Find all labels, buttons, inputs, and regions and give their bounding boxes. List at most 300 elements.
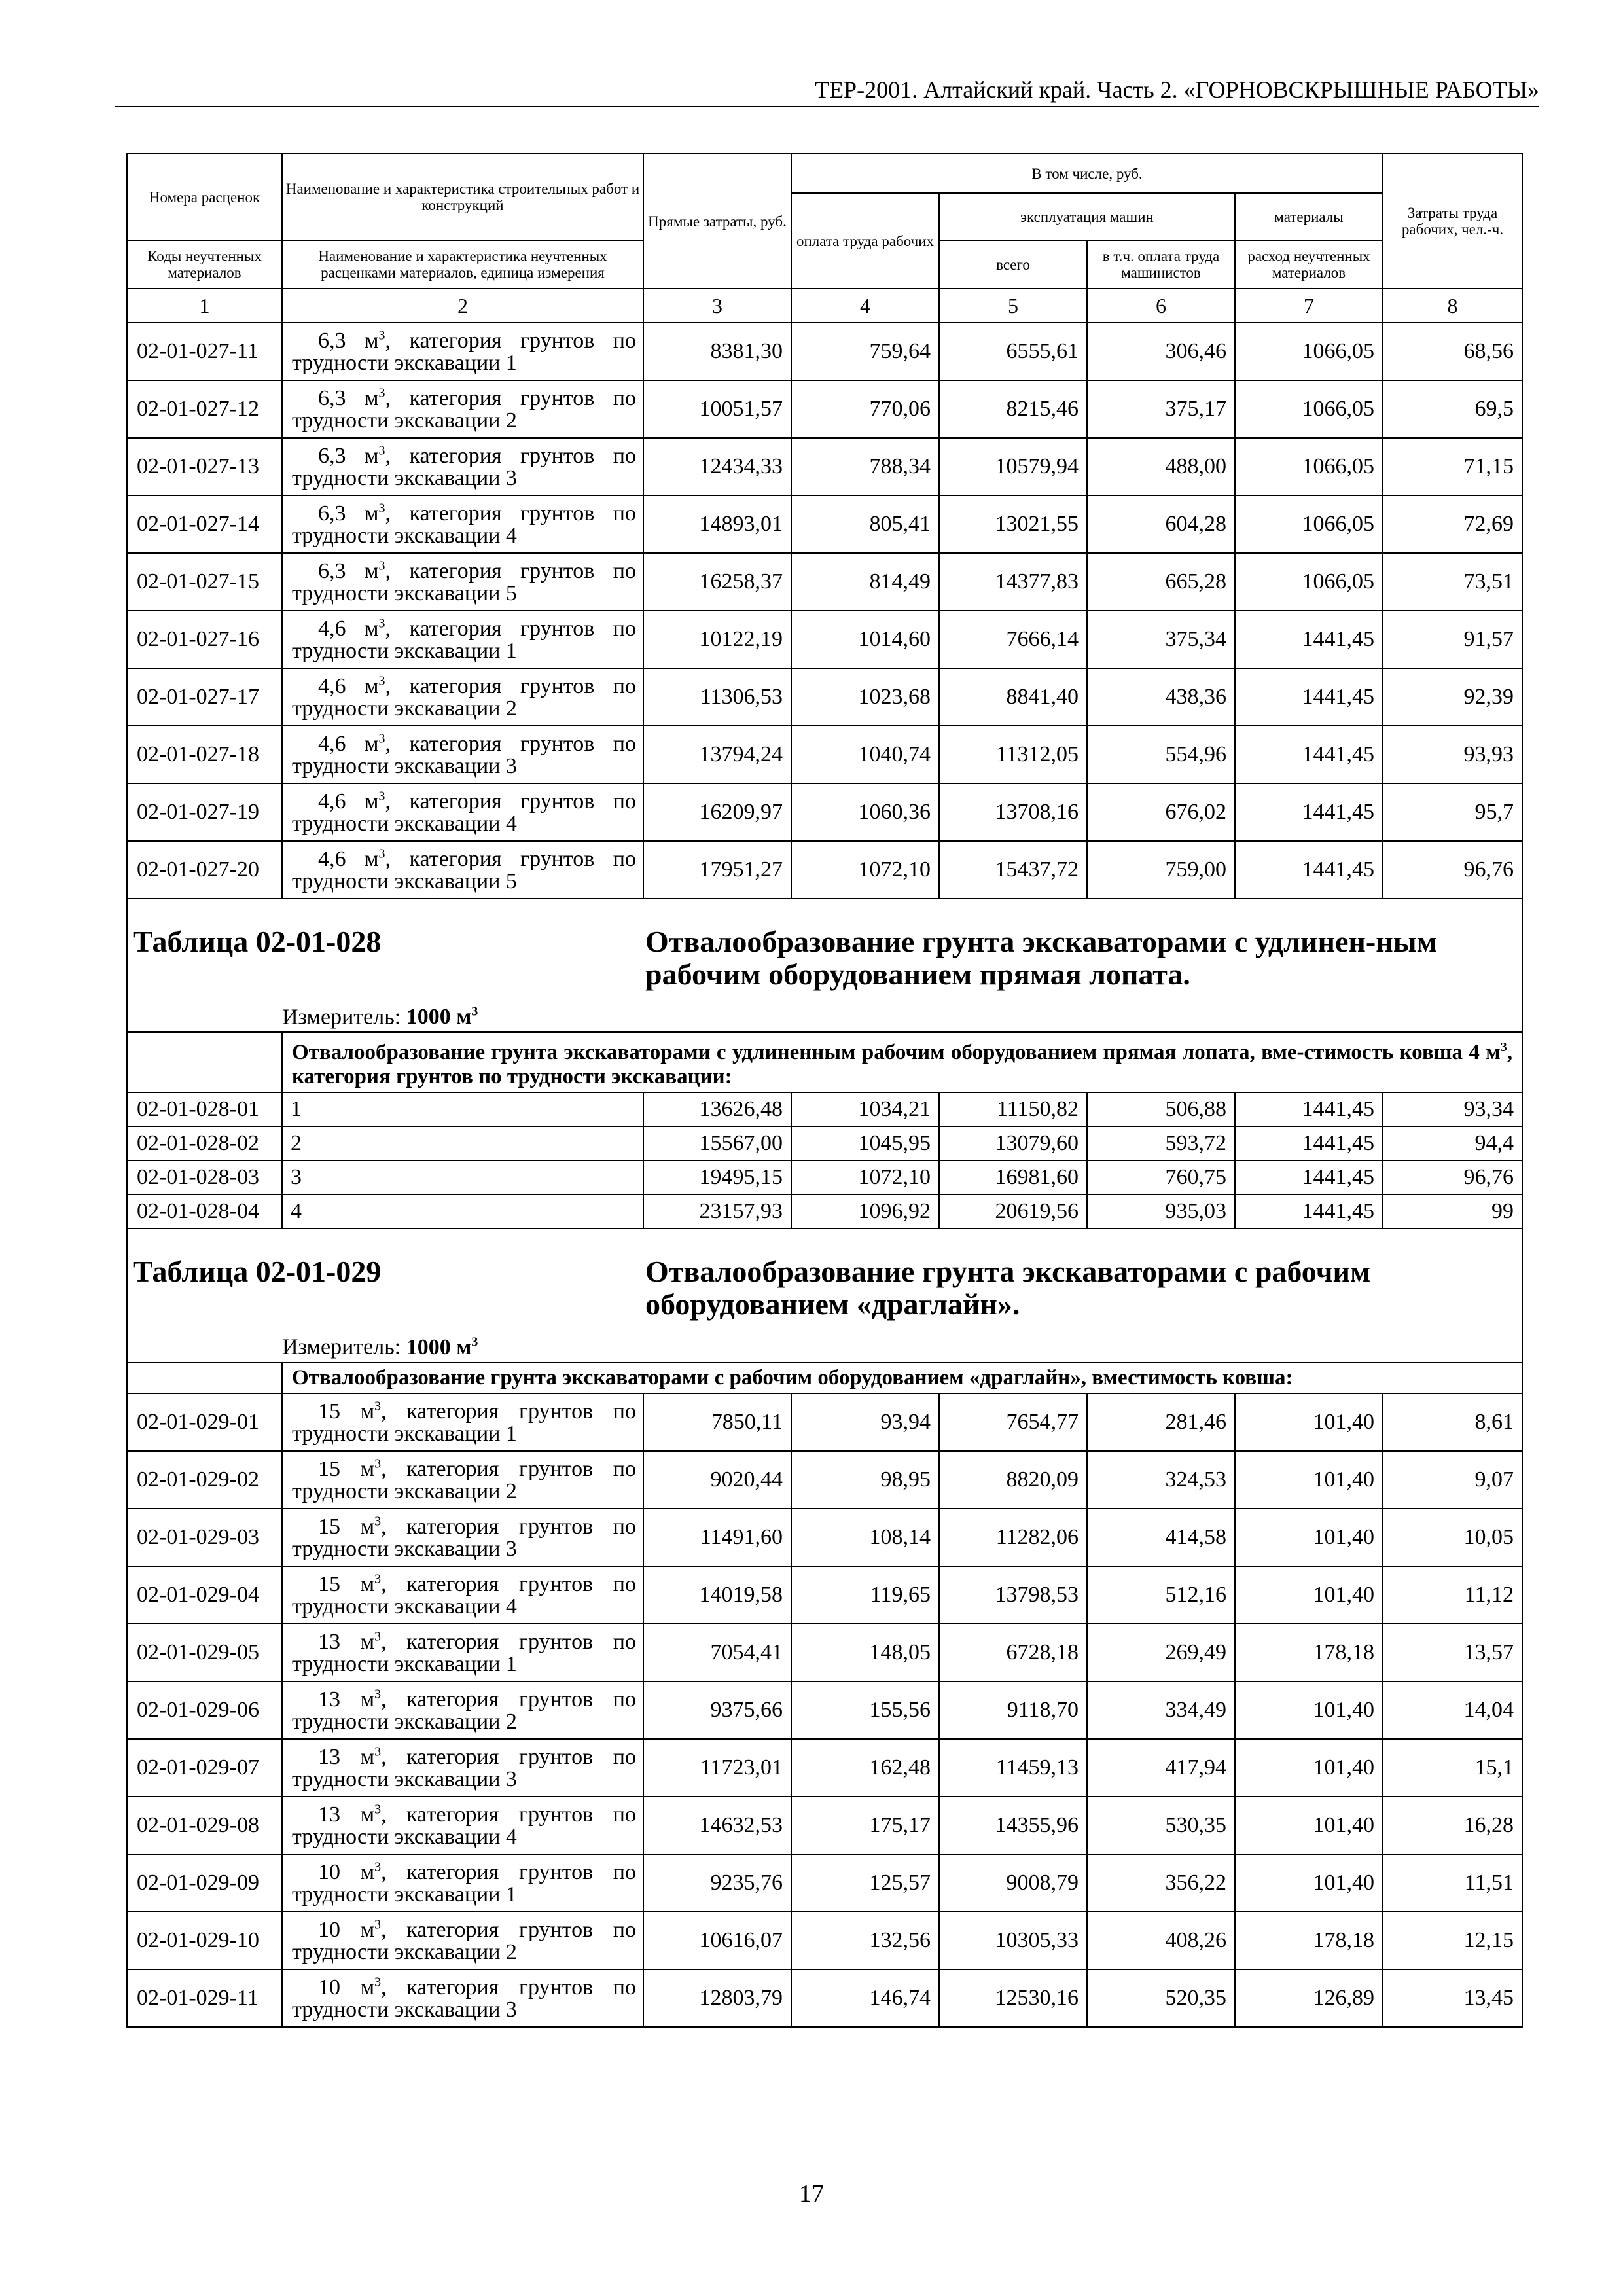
row-name xyxy=(282,783,643,841)
name-line-1: 6,3 $м^3$, категория грунтов по xyxy=(318,501,637,526)
row-code: 02-01-029-05 xyxy=(127,1624,282,1681)
superscript: 3 xyxy=(1500,1040,1507,1055)
table-number: Таблица 02-01-028 xyxy=(133,925,382,958)
cell-total: 8820,09 xyxy=(939,1451,1087,1509)
col-number: 8 xyxy=(1383,289,1522,323)
table-caption: Отвалообразование грунта экскаваторами с удлинен-ным рабочим оборудованием прямая лопата. xyxy=(645,925,1437,991)
name-line-1: 15 $м^3$, категория грунтов по xyxy=(318,1399,637,1424)
name-line-1: 10 $м^3$, категория грунтов по xyxy=(318,1975,637,2000)
cell-operators: 488,00 xyxy=(1087,438,1235,495)
cell-hours: 14,04 xyxy=(1383,1681,1522,1739)
page-number: 17 xyxy=(799,2180,824,2208)
cell-operators: 759,00 xyxy=(1087,841,1235,899)
cell-total: 11150,82 xyxy=(939,1092,1087,1126)
cell-direct: 14632,53 xyxy=(643,1797,791,1854)
row-code: 02-01-028-04 xyxy=(127,1194,282,1229)
cell-mat: 1441,45 xyxy=(1235,1126,1383,1160)
row-name xyxy=(282,611,643,668)
cell-operators: 375,34 xyxy=(1087,611,1235,668)
cell-direct: 13794,24 xyxy=(643,726,791,783)
cell-mat: 101,40 xyxy=(1235,1739,1383,1797)
cell-direct: 17951,27 xyxy=(643,841,791,899)
cell-direct: 10616,07 xyxy=(643,1912,791,1969)
cell-mat: 1066,05 xyxy=(1235,323,1383,380)
col-codes: Коды неучтенных материалов xyxy=(127,240,282,289)
cell-labor: 108,14 xyxy=(791,1509,939,1566)
cell-hours: 9,07 xyxy=(1383,1451,1522,1509)
superscript: 3 xyxy=(378,789,385,804)
superscript: 3 xyxy=(471,1005,478,1019)
col-number: 5 xyxy=(939,289,1087,323)
table-row xyxy=(127,380,1522,438)
cell-operators: 506,88 xyxy=(1087,1092,1235,1126)
subheading-row xyxy=(127,1032,1522,1092)
name-line-2: трудности экскавации 1 xyxy=(292,1651,517,1676)
row-code: 02-01-028-01 xyxy=(127,1092,282,1126)
superscript: 3 xyxy=(378,673,385,689)
cell-mat: 101,40 xyxy=(1235,1566,1383,1624)
row-name xyxy=(282,1681,643,1739)
cell-total: 16981,60 xyxy=(939,1160,1087,1194)
cell-total: 13798,53 xyxy=(939,1566,1087,1624)
cell-mat: 178,18 xyxy=(1235,1624,1383,1681)
superscript: 3 xyxy=(374,1744,382,1759)
col-labor-cost: Затраты труда рабочих, чел.-ч. xyxy=(1383,154,1522,289)
row-code: 02-01-028-02 xyxy=(127,1126,282,1160)
cell-hours: 73,51 xyxy=(1383,553,1522,611)
table-row xyxy=(127,1566,1522,1624)
name-line-1: 4,6 $м^3$, категория грунтов по xyxy=(318,846,637,871)
name-line-2: трудности экскавации 4 xyxy=(292,524,517,548)
cell-operators: 269,49 xyxy=(1087,1624,1235,1681)
cell-labor: 1040,74 xyxy=(791,726,939,783)
row-name: 2 xyxy=(282,1126,643,1160)
table-row xyxy=(127,1451,1522,1509)
name-line-1: 4,6 $м^3$, категория грунтов по xyxy=(318,731,637,756)
superscript: 3 xyxy=(378,501,385,516)
col-number: 4 xyxy=(791,289,939,323)
table-row xyxy=(127,438,1522,495)
cell-hours: 68,56 xyxy=(1383,323,1522,380)
superscript: 3 xyxy=(378,443,385,458)
superscript: 3 xyxy=(374,1859,382,1874)
table-caption: Отвалообразование грунта экскаваторами с рабочим оборудованием «драглайн». xyxy=(645,1255,1371,1321)
table-row xyxy=(127,1393,1522,1451)
cell-mat: 1066,05 xyxy=(1235,380,1383,438)
cell-hours: 96,76 xyxy=(1383,1160,1522,1194)
table-row xyxy=(127,553,1522,611)
cell-operators: 760,75 xyxy=(1087,1160,1235,1194)
name-line-1: 4,6 $м^3$, категория грунтов по xyxy=(318,673,637,698)
superscript: 3 xyxy=(374,1571,382,1587)
cell-mat: 1441,45 xyxy=(1235,668,1383,726)
col-rate-no: Номера расценок xyxy=(127,154,282,240)
cell-total: 14355,96 xyxy=(939,1797,1087,1854)
cell-direct: 16258,37 xyxy=(643,553,791,611)
row-code: 02-01-027-18 xyxy=(127,726,282,783)
cell-total: 10579,94 xyxy=(939,438,1087,495)
cell-hours: 72,69 xyxy=(1383,495,1522,553)
cell-hours: 8,61 xyxy=(1383,1393,1522,1451)
cell-total: 20619,56 xyxy=(939,1194,1087,1229)
cell-direct: 11723,01 xyxy=(643,1739,791,1797)
cell-mat: 1441,45 xyxy=(1235,783,1383,841)
name-line-2: трудности экскавации 4 xyxy=(292,812,517,836)
superscript: 3 xyxy=(374,1687,382,1702)
cell-total: 8215,46 xyxy=(939,380,1087,438)
cell-labor: 1023,68 xyxy=(791,668,939,726)
row-code: 02-01-029-11 xyxy=(127,1969,282,2027)
name-line-2: трудности экскавации 3 xyxy=(292,1997,517,2022)
row-code: 02-01-029-07 xyxy=(127,1739,282,1797)
cell-total: 10305,33 xyxy=(939,1912,1087,1969)
cell-mat: 1066,05 xyxy=(1235,553,1383,611)
row-name xyxy=(282,1797,643,1854)
cell-direct: 11306,53 xyxy=(643,668,791,726)
cell-mat: 1441,45 xyxy=(1235,611,1383,668)
cell-mat: 1441,45 xyxy=(1235,1160,1383,1194)
subheading: Отвалообразование грунта экскаваторами с рабочим оборудованием «драглайн», вместимость ковша: xyxy=(282,1363,1522,1393)
cell-total: 12530,16 xyxy=(939,1969,1087,2027)
name-line-1: 15 $м^3$, категория грунтов по xyxy=(318,1456,637,1481)
cell-operators: 414,58 xyxy=(1087,1509,1235,1566)
cell-labor: 162,48 xyxy=(791,1739,939,1797)
name-line-2: трудности экскавации 1 xyxy=(292,351,517,375)
cell-operators: 334,49 xyxy=(1087,1681,1235,1739)
cell-labor: 1045,95 xyxy=(791,1126,939,1160)
table-row xyxy=(127,1092,1522,1126)
row-name xyxy=(282,438,643,495)
table-row xyxy=(127,1854,1522,1912)
cell-labor: 119,65 xyxy=(791,1566,939,1624)
name-line-1: 10 $м^3$, категория грунтов по xyxy=(318,1917,637,1942)
superscript: 3 xyxy=(374,1802,382,1817)
cell-hours: 96,76 xyxy=(1383,841,1522,899)
table-row xyxy=(127,668,1522,726)
cell-direct: 13626,48 xyxy=(643,1092,791,1126)
cell-mat: 178,18 xyxy=(1235,1912,1383,1969)
cell-total: 15437,72 xyxy=(939,841,1087,899)
measure-value: 1000 $м^3$ xyxy=(406,1335,478,1359)
row-code: 02-01-027-16 xyxy=(127,611,282,668)
row-name xyxy=(282,668,643,726)
cell-operators: 512,16 xyxy=(1087,1566,1235,1624)
name-line-1: 13 $м^3$, категория грунтов по xyxy=(318,1687,637,1712)
cell-direct: 11491,60 xyxy=(643,1509,791,1566)
row-name xyxy=(282,553,643,611)
row-code: 02-01-027-20 xyxy=(127,841,282,899)
name-line-2: трудности экскавации 3 xyxy=(292,466,517,490)
cell-operators: 554,96 xyxy=(1087,726,1235,783)
cell-mat: 101,40 xyxy=(1235,1797,1383,1854)
row-name xyxy=(282,495,643,553)
row-name xyxy=(282,1393,643,1451)
name-line-2: трудности экскавации 2 xyxy=(292,1479,517,1503)
table-row xyxy=(127,841,1522,899)
col-direct: Прямые затраты, руб. xyxy=(643,154,791,289)
cell-total: 6728,18 xyxy=(939,1624,1087,1681)
cell-labor: 1060,36 xyxy=(791,783,939,841)
name-line-1: 6,3 $м^3$, категория грунтов по xyxy=(318,558,637,583)
col-number: 6 xyxy=(1087,289,1235,323)
table-row xyxy=(127,1912,1522,1969)
row-code: 02-01-029-03 xyxy=(127,1509,282,1566)
row-name xyxy=(282,726,643,783)
cell-operators: 417,94 xyxy=(1087,1739,1235,1797)
cell-hours: 93,93 xyxy=(1383,726,1522,783)
col-total: всего xyxy=(939,240,1087,289)
row-name xyxy=(282,1969,643,2027)
row-code: 02-01-029-06 xyxy=(127,1681,282,1739)
cell-hours: 11,12 xyxy=(1383,1566,1522,1624)
cell-labor: 146,74 xyxy=(791,1969,939,2027)
cell-mat: 101,40 xyxy=(1235,1393,1383,1451)
cell-labor: 93,94 xyxy=(791,1393,939,1451)
table-row xyxy=(127,611,1522,668)
running-header: ТЕР-2001. Алтайский край. Часть 2. «ГОРНОВСКРЫШНЫЕ РАБОТЫ» xyxy=(115,73,1539,107)
row-code: 02-01-027-12 xyxy=(127,380,282,438)
cell-hours: 93,34 xyxy=(1383,1092,1522,1126)
superscript: 3 xyxy=(374,1456,382,1471)
cell-operators: 375,17 xyxy=(1087,380,1235,438)
superscript: 3 xyxy=(374,1917,382,1932)
name-line-1: 13 $м^3$, категория грунтов по xyxy=(318,1629,637,1654)
col-materials: материалы xyxy=(1235,193,1383,240)
cell-direct: 9235,76 xyxy=(643,1854,791,1912)
cell-hours: 99 xyxy=(1383,1194,1522,1229)
table-row xyxy=(127,1739,1522,1797)
col-name2: Наименование и характеристика неучтенных расценками материалов, единица измерения xyxy=(282,240,643,289)
cell-operators: 665,28 xyxy=(1087,553,1235,611)
cell-operators: 593,72 xyxy=(1087,1126,1235,1160)
col-number: 7 xyxy=(1235,289,1383,323)
cell-hours: 10,05 xyxy=(1383,1509,1522,1566)
cell-mat: 1441,45 xyxy=(1235,1092,1383,1126)
row-name xyxy=(282,1624,643,1681)
cell-direct: 8381,30 xyxy=(643,323,791,380)
cell-labor: 175,17 xyxy=(791,1797,939,1854)
name-line-1: 4,6 $м^3$, категория грунтов по xyxy=(318,789,637,814)
cell-operators: 604,28 xyxy=(1087,495,1235,553)
name-line-1: 6,3 $м^3$, категория грунтов по xyxy=(318,443,637,468)
cell-labor: 125,57 xyxy=(791,1854,939,1912)
cell-operators: 356,22 xyxy=(1087,1854,1235,1912)
row-name xyxy=(282,1451,643,1509)
cell-direct: 7850,11 xyxy=(643,1393,791,1451)
cell-total: 9118,70 xyxy=(939,1681,1087,1739)
cell-hours: 13,45 xyxy=(1383,1969,1522,2027)
row-code: 02-01-029-08 xyxy=(127,1797,282,1854)
table-title xyxy=(128,899,1522,991)
cell-mat: 101,40 xyxy=(1235,1854,1383,1912)
cell-hours: 16,28 xyxy=(1383,1797,1522,1854)
cell-total: 11282,06 xyxy=(939,1509,1087,1566)
table-row xyxy=(127,1681,1522,1739)
cell-hours: 13,57 xyxy=(1383,1624,1522,1681)
col-number: 1 xyxy=(127,289,282,323)
row-name xyxy=(282,1854,643,1912)
cell-direct: 14019,58 xyxy=(643,1566,791,1624)
cell-direct: 10051,57 xyxy=(643,380,791,438)
cell-total: 6555,61 xyxy=(939,323,1087,380)
cell-mat: 1441,45 xyxy=(1235,726,1383,783)
row-name: 4 xyxy=(282,1194,643,1229)
cell-labor: 1072,10 xyxy=(791,1160,939,1194)
cell-labor: 770,06 xyxy=(791,380,939,438)
name-line-2: трудности экскавации 1 xyxy=(292,1882,517,1907)
name-line-2: трудности экскавации 3 xyxy=(292,1767,517,1791)
row-name: 3 xyxy=(282,1160,643,1194)
superscript: 3 xyxy=(374,1629,382,1644)
row-code: 02-01-028-03 xyxy=(127,1160,282,1194)
row-code: 02-01-029-01 xyxy=(127,1393,282,1451)
row-name xyxy=(282,841,643,899)
cell-total: 8841,40 xyxy=(939,668,1087,726)
cell-mat: 1441,45 xyxy=(1235,841,1383,899)
cell-labor: 1034,21 xyxy=(791,1092,939,1126)
name-line-1: 6,3 $м^3$, категория грунтов по xyxy=(318,386,637,410)
name-line-1: 4,6 $м^3$, категория грунтов по xyxy=(318,616,637,641)
superscript: 3 xyxy=(378,616,385,631)
table-number: Таблица 02-01-029 xyxy=(133,1255,382,1289)
cell-operators: 408,26 xyxy=(1087,1912,1235,1969)
col-machines: эксплуатация машин xyxy=(939,193,1235,240)
row-name: 1 xyxy=(282,1092,643,1126)
cell-direct: 19495,15 xyxy=(643,1160,791,1194)
superscript: 3 xyxy=(378,846,385,861)
table-row xyxy=(127,726,1522,783)
cell-total: 13021,55 xyxy=(939,495,1087,553)
table-row xyxy=(127,1969,1522,2027)
cell-mat: 1066,05 xyxy=(1235,438,1383,495)
name-line-2: трудности экскавации 2 xyxy=(292,1939,517,1964)
cell-hours: 71,15 xyxy=(1383,438,1522,495)
name-line-2: трудности экскавации 1 xyxy=(292,639,517,663)
superscript: 3 xyxy=(378,731,385,746)
name-line-2: трудности экскавации 5 xyxy=(292,581,517,605)
subheading-row xyxy=(127,1363,1522,1393)
table-row xyxy=(127,1624,1522,1681)
cell-total: 14377,83 xyxy=(939,553,1087,611)
row-name xyxy=(282,380,643,438)
cell-total: 13079,60 xyxy=(939,1126,1087,1160)
table-row xyxy=(127,783,1522,841)
row-code: 02-01-027-19 xyxy=(127,783,282,841)
superscript: 3 xyxy=(374,1514,382,1529)
superscript: 3 xyxy=(378,558,385,573)
cell-mat: 126,89 xyxy=(1235,1969,1383,2027)
cell-labor: 98,95 xyxy=(791,1451,939,1509)
row-code: 02-01-027-13 xyxy=(127,438,282,495)
cell-operators: 530,35 xyxy=(1087,1797,1235,1854)
name-line-1: 15 $м^3$, категория грунтов по xyxy=(318,1514,637,1539)
cell-labor: 1096,92 xyxy=(791,1194,939,1229)
table-row xyxy=(127,1126,1522,1160)
name-line-2: трудности экскавации 5 xyxy=(292,869,517,893)
col-number: 3 xyxy=(643,289,791,323)
cell-direct: 9020,44 xyxy=(643,1451,791,1509)
cell-labor: 132,56 xyxy=(791,1912,939,1969)
cell-labor: 814,49 xyxy=(791,553,939,611)
row-code: 02-01-029-02 xyxy=(127,1451,282,1509)
cell-hours: 12,15 xyxy=(1383,1912,1522,1969)
table-title xyxy=(128,1229,1522,1321)
cell-labor: 759,64 xyxy=(791,323,939,380)
row-name xyxy=(282,1912,643,1969)
cell-total: 13708,16 xyxy=(939,783,1087,841)
cell-mat: 101,40 xyxy=(1235,1451,1383,1509)
cell-total: 11459,13 xyxy=(939,1739,1087,1797)
col-number: 2 xyxy=(282,289,643,323)
cell-labor: 1072,10 xyxy=(791,841,939,899)
cell-operators: 324,53 xyxy=(1087,1451,1235,1509)
cell-direct: 16209,97 xyxy=(643,783,791,841)
cell-direct: 10122,19 xyxy=(643,611,791,668)
cell-mat: 1066,05 xyxy=(1235,495,1383,553)
cell-hours: 69,5 xyxy=(1383,380,1522,438)
cell-direct: 15567,00 xyxy=(643,1126,791,1160)
cell-hours: 95,7 xyxy=(1383,783,1522,841)
name-line-2: трудности экскавации 4 xyxy=(292,1824,517,1849)
cell-direct: 7054,41 xyxy=(643,1624,791,1681)
col-labor: оплата труда рабочих xyxy=(791,193,939,289)
row-code: 02-01-027-11 xyxy=(127,323,282,380)
cell-operators: 438,36 xyxy=(1087,668,1235,726)
measure-value: 1000 $м^3$ xyxy=(406,1005,478,1030)
cell-hours: 94,4 xyxy=(1383,1126,1522,1160)
row-code: 02-01-027-17 xyxy=(127,668,282,726)
col-operators: в т.ч. оплата труда машинистов xyxy=(1087,240,1235,289)
col-incl: В том числе, руб. xyxy=(791,154,1383,193)
cell-operators: 676,02 xyxy=(1087,783,1235,841)
cell-mat: 101,40 xyxy=(1235,1681,1383,1739)
measure-unit: Измеритель: 1000 $м^3$ xyxy=(282,1005,478,1030)
row-code: 02-01-029-09 xyxy=(127,1854,282,1912)
name-line-1: 13 $м^3$, категория грунтов по xyxy=(318,1802,637,1827)
superscript: 3 xyxy=(471,1335,478,1350)
cell-hours: 11,51 xyxy=(1383,1854,1522,1912)
cell-total: 11312,05 xyxy=(939,726,1087,783)
name-line-2: трудности экскавации 2 xyxy=(292,1709,517,1734)
cell-operators: 281,46 xyxy=(1087,1393,1235,1451)
table-row xyxy=(127,495,1522,553)
cell-labor: 148,05 xyxy=(791,1624,939,1681)
table-row xyxy=(127,1160,1522,1194)
name-line-2: трудности экскавации 3 xyxy=(292,1536,517,1561)
table-row xyxy=(127,323,1522,380)
row-code: 02-01-027-14 xyxy=(127,495,282,553)
row-name xyxy=(282,1509,643,1566)
cell-mat: 1441,45 xyxy=(1235,1194,1383,1229)
cell-total: 9008,79 xyxy=(939,1854,1087,1912)
name-line-2: трудности экскавации 3 xyxy=(292,754,517,778)
row-name xyxy=(282,1739,643,1797)
cell-operators: 935,03 xyxy=(1087,1194,1235,1229)
name-line-1: 13 $м^3$, категория грунтов по xyxy=(318,1744,637,1769)
cell-hours: 15,1 xyxy=(1383,1739,1522,1797)
table-row xyxy=(127,1797,1522,1854)
table-row xyxy=(127,1509,1522,1566)
name-line-2: трудности экскавации 4 xyxy=(292,1594,517,1619)
cell-labor: 155,56 xyxy=(791,1681,939,1739)
subheading: Отвалообразование грунта экскаваторами с удлиненным рабочим оборудованием прямая лопата, вме-стимость ковша 4 $м^3$, категория грунтов по трудности экскавации: xyxy=(282,1032,1522,1092)
cell-total: 7654,77 xyxy=(939,1393,1087,1451)
name-line-1: 6,3 $м^3$, категория грунтов по xyxy=(318,328,637,353)
cell-hours: 92,39 xyxy=(1383,668,1522,726)
cell-total: 7666,14 xyxy=(939,611,1087,668)
col-unaccounted: расход неучтенных материалов xyxy=(1235,240,1383,289)
name-line-1: 10 $м^3$, категория грунтов по xyxy=(318,1859,637,1884)
